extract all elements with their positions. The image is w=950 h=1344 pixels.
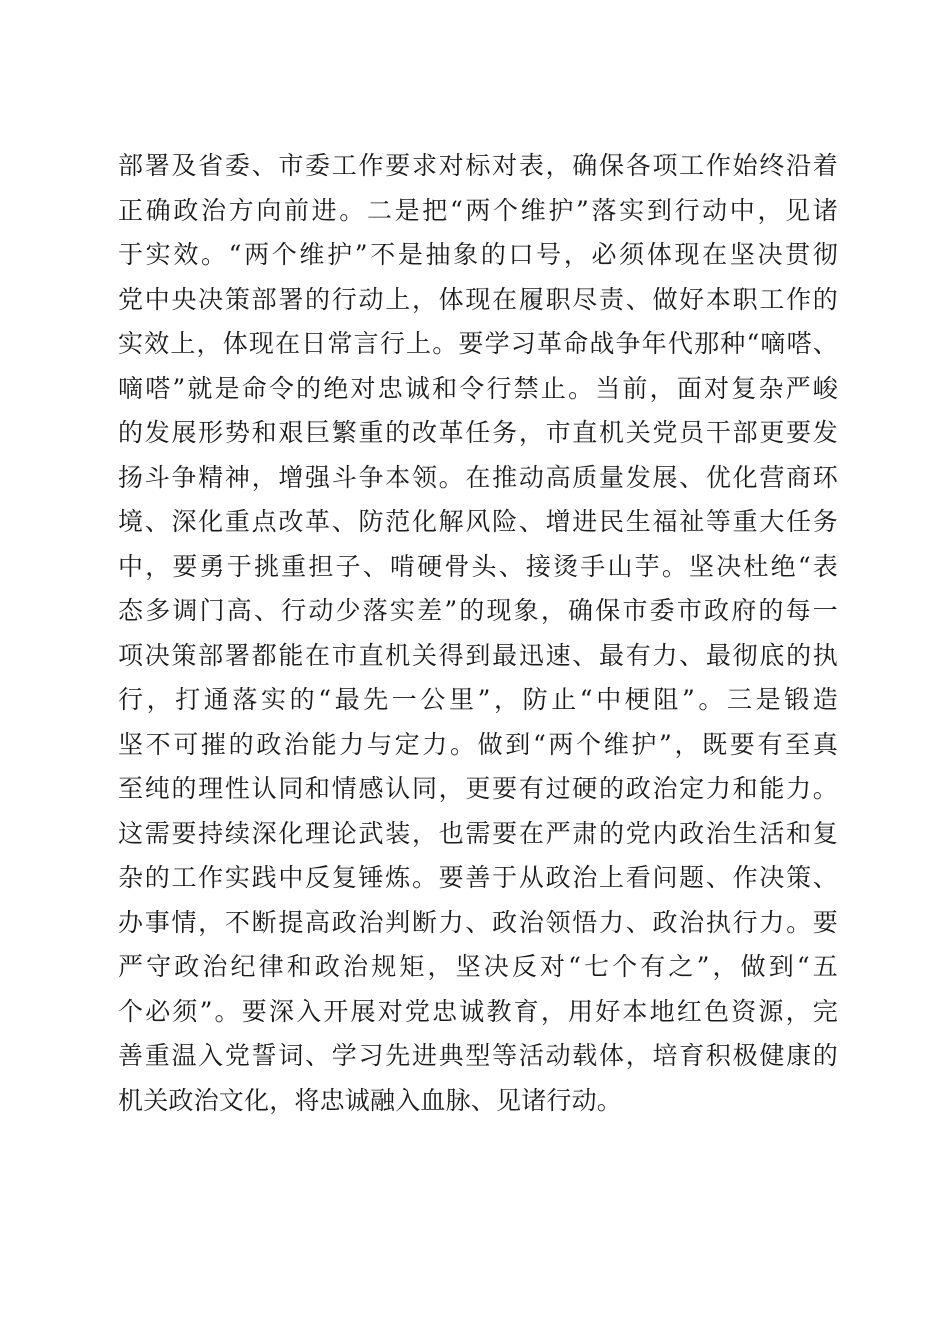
text-line: 坚不可摧的政治能力与定力。做到“两个维护”，既要有至真 [118, 729, 838, 759]
text-line: 项决策部署都能在市直机关得到最迅速、最有力、最彻底的执 [118, 640, 838, 670]
text-line: 行，打通落实的“最先一公里”，防止“中梗阻”。三是锻造 [118, 685, 838, 714]
text-line: 中，要勇于挑重担子、啃硬骨头、接烫手山芋。坚决杜绝“表 [118, 551, 838, 581]
text-line: 至纯的理性认同和情感认同，更要有过硬的政治定力和能力。 [118, 774, 838, 803]
text-line: 扬斗争精神，增强斗争本领。在推动高质量发展、优化营商环 [118, 462, 838, 492]
body-text [118, 144, 838, 1123]
text-line: 实效上，体现在日常言行上。要学习革命战争年代那种“嘀嗒、 [118, 329, 838, 358]
text-line: 于实效。“两个维护”不是抽象的口号，必须体现在坚决贯彻 [118, 240, 838, 269]
text-line: 杂的工作实践中反复锤炼。要善于从政治上看问题、作决策、 [118, 863, 838, 892]
text-line: 嘀嗒”就是命令的绝对忠诚和令行禁止。当前，面对复杂严峻 [118, 373, 838, 403]
text-line: 办事情，不断提高政治判断力、政治领悟力、政治执行力。要 [118, 907, 838, 937]
text-line: 个必须”。要深入开展对党忠诚教育，用好本地红色资源，完 [118, 996, 838, 1026]
text-line: 部署及省委、市委工作要求对标对表，确保各项工作始终沿着 [118, 151, 838, 180]
text-line: 机关政治文化，将忠诚融入血脉、见诸行动。 [118, 1085, 623, 1115]
text-line: 态多调门高、行动少落实差”的现象，确保市委市政府的每一 [118, 596, 838, 625]
text-line: 正确政治方向前进。二是把“两个维护”落实到行动中，见诸 [118, 195, 838, 225]
text-line: 的发展形势和艰巨繁重的改革任务，市直机关党员干部更要发 [118, 418, 838, 447]
text-line: 善重温入党誓词、学习先进典型等活动载体，培育积极健康的 [118, 1041, 838, 1070]
text-line: 这需要持续深化理论武装，也需要在严肃的党内政治生活和复 [118, 818, 838, 848]
text-line: 党中央决策部署的行动上，体现在履职尽责、做好本职工作的 [118, 284, 838, 314]
text-line: 严守政治纪律和政治规矩，坚决反对“七个有之”，做到“五 [118, 952, 838, 981]
text-line: 境、深化重点改革、防范化解风险、增进民生福祉等重大任务 [118, 507, 838, 536]
